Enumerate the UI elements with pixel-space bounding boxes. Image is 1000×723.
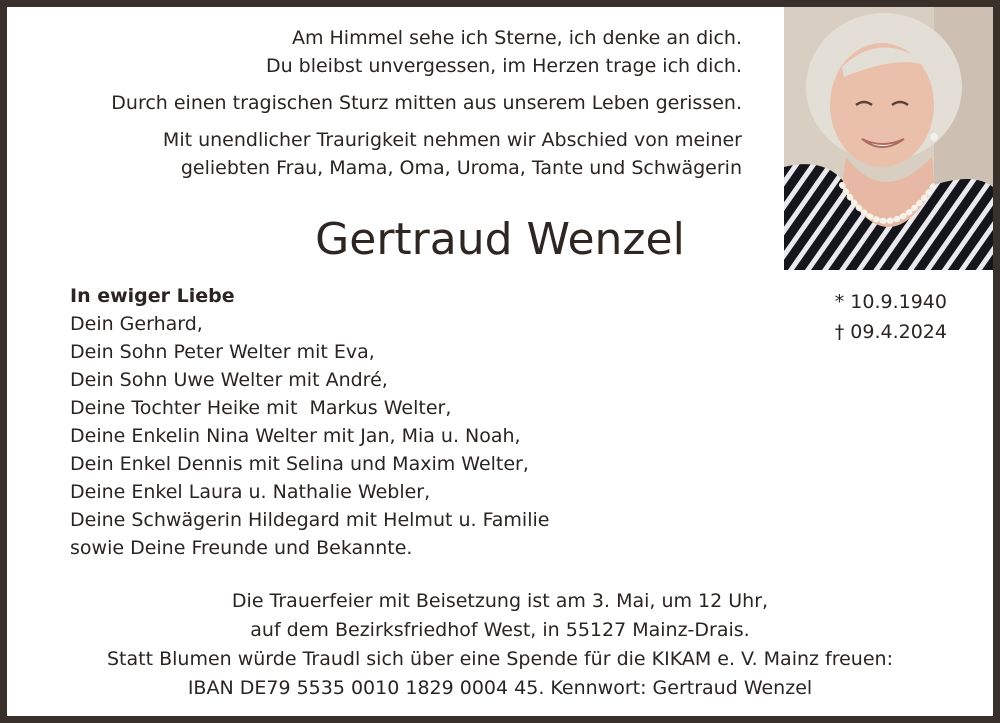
service-line-2: auf dem Bezirksfriedhof West, in 55127 Mainz-Drais. (250, 619, 750, 641)
verse-line-1: Am Himmel sehe ich Sterne, ich denke an dich. (291, 27, 742, 49)
mourner-line: Deine Tochter Heike mit Markus Welter, (70, 397, 452, 419)
birth-date: * 10.9.1940 (834, 291, 947, 313)
verse-line-3: Durch einen tragischen Sturz mitten aus unserem Leben gerissen. (111, 92, 742, 114)
portrait-image (784, 7, 993, 270)
memorial-verse (42, 24, 742, 182)
mourners-block (70, 282, 549, 562)
mourner-line: Deine Enkel Laura u. Nathalie Webler, (70, 481, 431, 503)
portrait-photo (784, 7, 993, 270)
verse-line-5: geliebten Frau, Mama, Oma, Uroma, Tante und Schwägerin (180, 157, 742, 179)
mourners-list (70, 310, 549, 562)
mourner-line: sowie Deine Freunde und Bekannte. (70, 537, 413, 559)
service-line-1: Die Trauerfeier mit Beisetzung ist am 3. Mai, um 12 Uhr, (231, 590, 769, 612)
mourner-line: Dein Sohn Peter Welter mit Eva, (70, 341, 375, 363)
funeral-service-info (50, 587, 950, 703)
death-date: † 09.4.2024 (834, 321, 947, 343)
service-line-4: IBAN DE79 5535 0010 1829 0004 45. Kennwort: Gertraud Wenzel (187, 677, 813, 699)
verse-line-4: Mit unendlicher Traurigkeit nehmen wir Abschied von meiner (162, 129, 742, 151)
life-dates (835, 287, 947, 347)
mourner-line: Deine Enkelin Nina Welter mit Jan, Mia u. Noah, (70, 425, 521, 447)
deceased-name: Gertraud Wenzel (315, 214, 685, 265)
verse-line-2: Du bleibst unvergessen, im Herzen trage ich dich. (265, 55, 742, 77)
mourner-line: Dein Sohn Uwe Welter mit André, (70, 369, 388, 391)
service-line-3: Statt Blumen würde Traudl sich über eine Spende für die KIKAM e. V. Mainz freuen: (107, 648, 893, 670)
mourners-heading: In ewiger Liebe (70, 285, 235, 307)
mourner-line: Dein Enkel Dennis mit Selina und Maxim Welter, (70, 453, 529, 475)
mourner-line: Dein Gerhard, (70, 313, 203, 335)
mourner-line: Deine Schwägerin Hildegard mit Helmut u. Familie (70, 509, 550, 531)
